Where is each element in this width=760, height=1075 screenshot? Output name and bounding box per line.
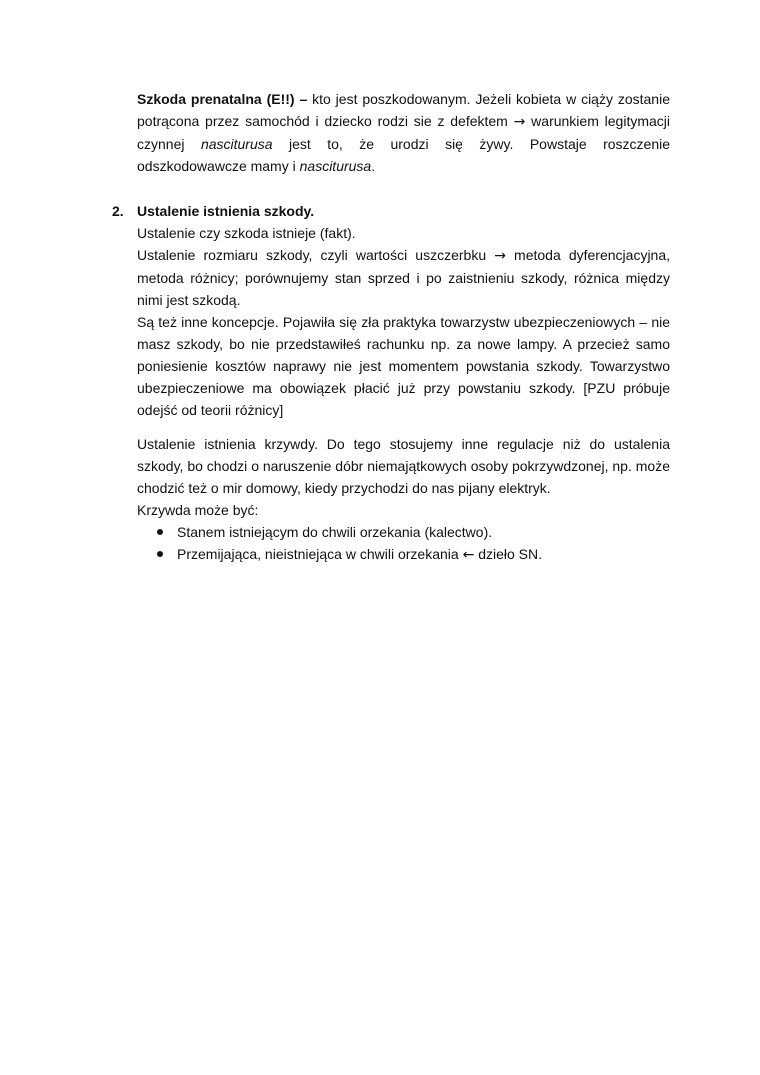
bullet-list: [137, 521, 670, 566]
text-run: kto jest poszkodowanym. Jeżeli kobieta w ciąży zostanie potrącona przez samochód i dziecko rodzi sie z defektem: [137, 91, 670, 129]
list-item: [137, 543, 670, 566]
prenatal-damage-paragraph: [137, 88, 670, 177]
prenatal-damage-text: [137, 88, 670, 177]
arrow-right-icon: →: [513, 114, 526, 130]
list-item: [137, 521, 670, 543]
arrow-left-icon: ←: [462, 547, 475, 563]
list-item-text: Przemijająca, nieistniejąca w chwili orzekania: [177, 546, 463, 562]
section-number: 2.: [112, 203, 124, 219]
text-run: jest to, że urodzi się żywy. Powstaje roszczenie odszkodowawcze mamy i: [137, 136, 671, 174]
prenatal-damage-term: Szkoda prenatalna (E!!) –: [137, 91, 308, 107]
italic-term: nasciturusa: [200, 136, 273, 152]
bullet-icon: [157, 529, 163, 535]
paragraph: Krzywda może być:: [137, 502, 259, 518]
harm-existence-section: [137, 433, 670, 566]
text-run: .: [371, 158, 376, 174]
damage-existence-section: [137, 200, 670, 421]
bullet-icon: [157, 551, 163, 557]
text-run: metoda dyferencjacyjna, metoda różnicy; porównujemy stan sprzed i po zaistnieniu szkody, różnica między nimi jest szkodą.: [137, 247, 671, 308]
list-item-text: Stanem istniejącym do chwili orzekania (kalectwo).: [177, 524, 493, 540]
paragraph: Ustalenie istnienia krzywdy. Do tego stosujemy inne regulacje niż do ustalenia szkody, bo chodzi o naruszenie dóbr niemajątkowych osoby pokrzywdzonej, np. może chodzić też o mir domowy, kiedy przychodzi do nas pijany elektryk.: [137, 436, 670, 496]
paragraph: Są też inne koncepcje. Pojawiła się zła praktyka towarzystw ubezpieczeniowych – nie masz szkody, bo nie przedstawiłeś rachunku np. za nowe lampy. A przecież samo poniesienie kosztów naprawy nie jest momentem powstania szkody. Towarzystwo ubezpieczeniowe ma obowiązek płacić już przy powstaniu szkody. [PZU próbuje odejść od teorii różnicy]: [137, 314, 670, 418]
list-item-text: dzieło SN.: [474, 546, 543, 562]
paragraph: [137, 244, 670, 311]
arrow-right-icon: →: [494, 248, 506, 264]
italic-term: nasciturusa: [299, 158, 372, 174]
text-run: warunkiem legitymacji czynnej: [137, 113, 670, 152]
paragraph: Ustalenie czy szkoda istnieje (fakt).: [137, 225, 356, 241]
text-run: Ustalenie rozmiaru szkody, czyli wartości uszczerbku: [137, 247, 495, 263]
section-heading: Ustalenie istnienia szkody.: [137, 203, 315, 219]
